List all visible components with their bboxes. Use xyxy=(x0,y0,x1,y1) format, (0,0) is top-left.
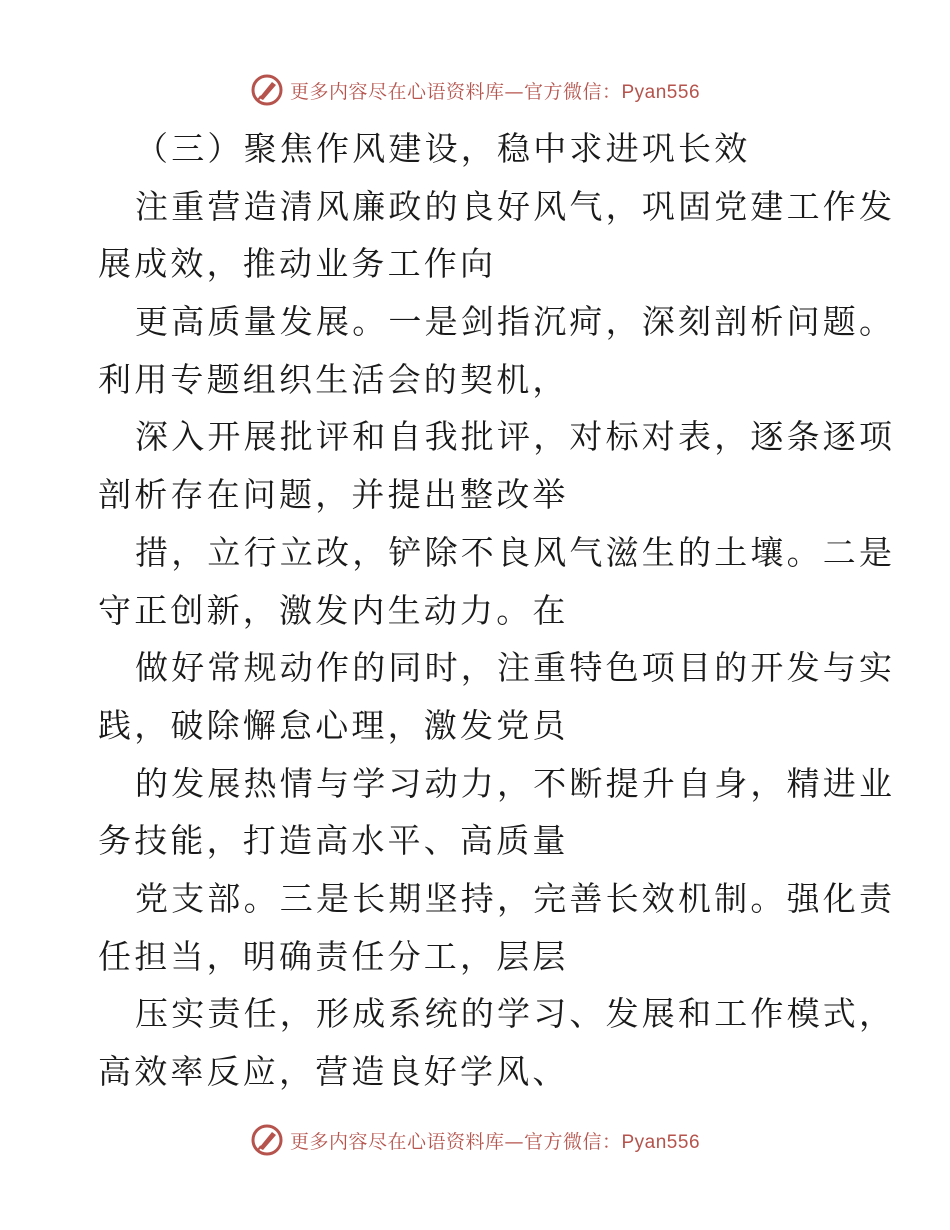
text-line: 做好常规动作的同时，注重特色项目的开发与实 xyxy=(135,648,896,688)
quill-logo-icon xyxy=(250,1123,284,1157)
text-line: （三）聚焦作风建设，稳中求进巩长效 xyxy=(135,129,751,168)
text-line: 利用专题组织生活会的契机， xyxy=(98,359,569,399)
watermark-text: 更多内容尽在心语资料库—官方微信：Pyan556 xyxy=(289,80,701,103)
footer-watermark xyxy=(0,1120,950,1160)
quill-logo-icon xyxy=(250,73,284,107)
text-line: 展成效，推动业务工作向 xyxy=(98,244,497,284)
text-line: 务技能，打造高水平、高质量 xyxy=(98,821,569,861)
text-line: 任担当，明确责任分工，层层 xyxy=(98,936,569,976)
text-line: 更高质量发展。一是剑指沉疴，深刻剖析问题。 xyxy=(135,302,896,342)
text-line: 措，立行立改，铲除不良风气滋生的土壤。二是 xyxy=(135,532,896,572)
text-line: 党支部。三是长期坚持，完善长效机制。强化责 xyxy=(135,878,896,918)
text-line: 守正创新，激发内生动力。在 xyxy=(98,590,569,630)
text-line: 剖析存在问题，并提出整改举 xyxy=(98,475,569,515)
document-body xyxy=(98,120,896,1101)
text-line: 践，破除懈怠心理，激发党员 xyxy=(98,705,569,745)
text-line: 的发展热情与学习动力，不断提升自身，精进业 xyxy=(135,763,896,803)
watermark-text: 更多内容尽在心语资料库—官方微信：Pyan556 xyxy=(289,1130,701,1153)
header-watermark xyxy=(0,70,950,110)
text-line: 压实责任，形成系统的学习、发展和工作模式， xyxy=(135,994,896,1034)
text-line: 深入开展批评和自我批评，对标对表，逐条逐项 xyxy=(135,417,896,457)
text-line: 注重营造清风廉政的良好风气，巩固党建工作发 xyxy=(135,186,896,226)
text-line: 高效率反应，营造良好学风、 xyxy=(98,1052,569,1091)
